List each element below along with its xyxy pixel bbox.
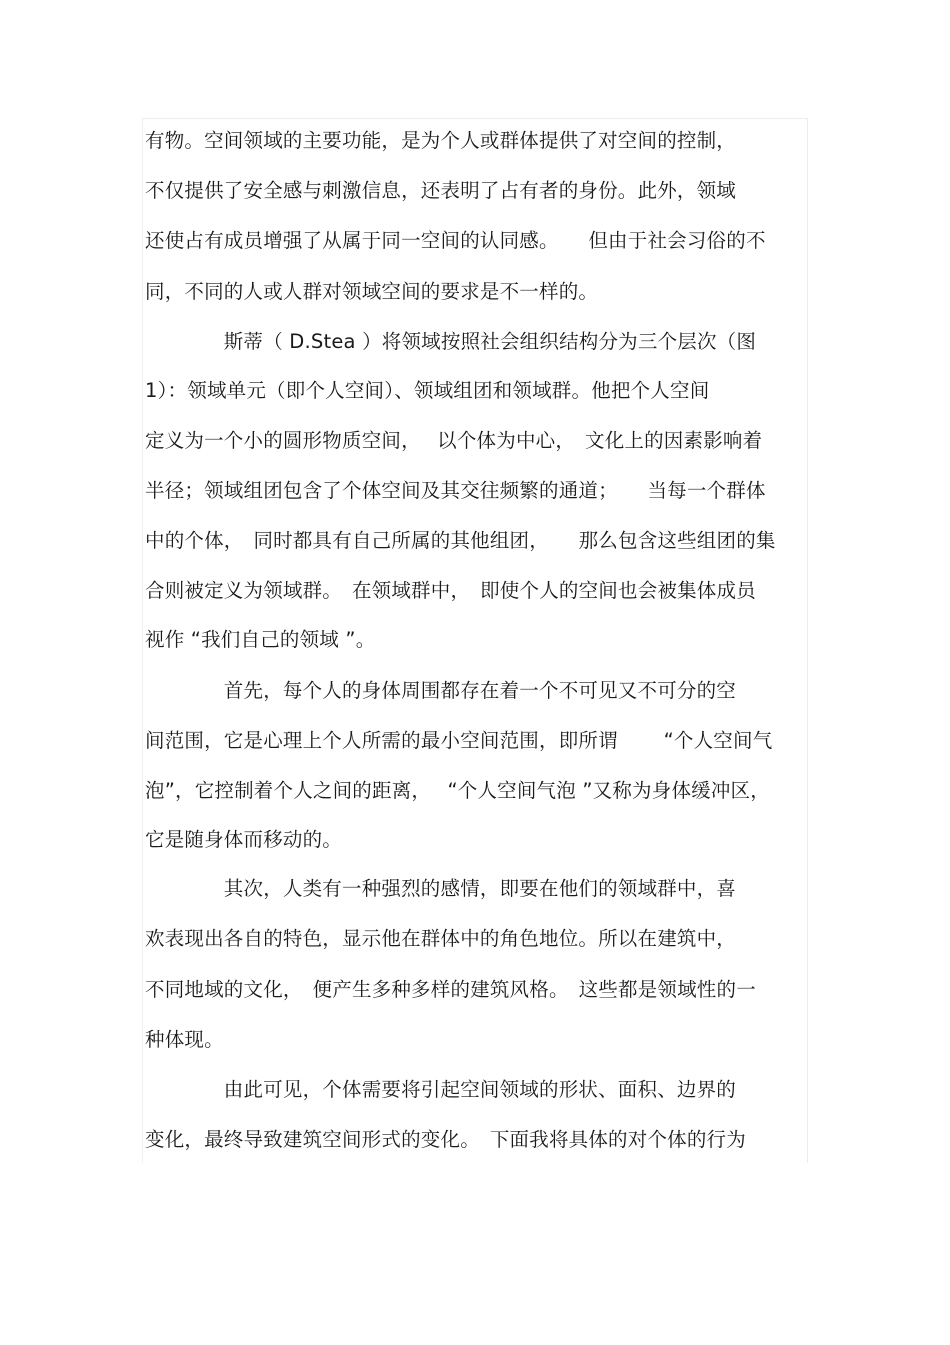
paragraph-first-line: 首先，每个人的身体周围都存在着一个不可见又不可分的空 [145,679,737,702]
body-text-line: 视作 “我们自己的领域 ”。 [145,628,376,651]
body-text-line: 同，不同的人或人群对领域空间的要求是不一样的。 [145,280,599,303]
paragraph-first-line: 其次，人类有一种强烈的感情，即要在他们的领域群中，喜 [145,877,737,900]
body-text-line: 间范围，它是心理上个人所需的最小空间范围，即所谓 “个人空间气 [145,729,773,752]
body-text-line: 不仅提供了安全感与刺激信息，还表明了占有者的身份。此外，领域 [145,179,737,202]
body-text-line: 泡”，它控制着个人之间的距离， “个人空间气泡 ”又称为身体缓冲区， [145,779,770,802]
body-text-line: 1）：领域单元（即个人空间）、领域组团和领域群。他把个人空间 [145,379,710,402]
body-text-line: 定义为一个小的圆形物质空间， 以个体为中心， 文化上的因素影响着 [145,429,763,452]
body-text-line: 欢表现出各自的特色，显示他在群体中的角色地位。所以在建筑中， [145,927,737,950]
body-text-line: 合则被定义为领域群。 在领域群中， 即使个人的空间也会被集体成员 [145,579,756,602]
paragraph-first-line: 由此可见，个体需要将引起空间领域的形状、面积、边界的 [145,1078,737,1101]
body-text-line: 不同地域的文化， 便产生多种多样的建筑风格。 这些都是领域性的一 [145,978,756,1001]
body-text-line: 变化，最终导致建筑空间形式的变化。 下面我将具体的对个体的行为 [145,1128,746,1151]
body-text-line: 还使占有成员增强了从属于同一空间的认同感。 但由于社会习俗的不 [145,229,766,252]
body-text-line: 它是随身体而移动的。 [145,828,343,851]
body-text-line: 半径；领域组团包含了个体空间及其交往频繁的通道； 当每一个群体 [145,479,766,502]
body-text-line: 中的个体， 同时都具有自己所属的其他组团， 那么包含这些组团的集 [145,529,776,552]
paragraph-first-line: 斯蒂（ D.Stea ）将领域按照社会组织结构分为三个层次（图 [145,330,757,353]
body-text-line: 有物。空间领域的主要功能，是为个人或群体提供了对空间的控制， [145,129,737,152]
body-text-line: 种体现。 [145,1028,224,1051]
